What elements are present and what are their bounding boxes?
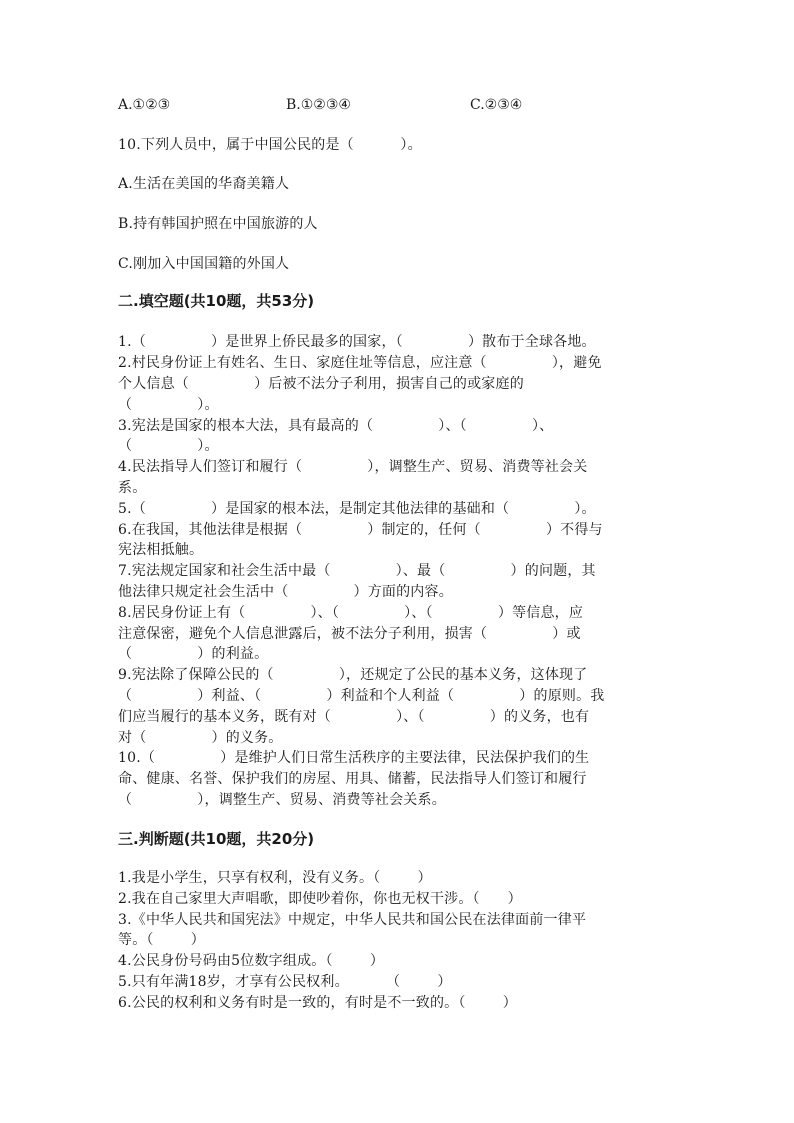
fill-line: 个人信息（ ）后被不法分子利用，损害自己的或家庭的 — [118, 376, 524, 392]
fill-line: 8.居民身份证上有（ ）、（ ）、（ ）等信息，应 — [118, 605, 584, 621]
fill-line: （ ），调整生产、贸易、消费等社会关系。 — [118, 792, 446, 808]
judge-line: 2.我在自己家里大声唱歌，即使吵着你，你也无权干涉。（ ） — [118, 891, 522, 907]
fill-line: 们应当履行的基本义务，既有对（ ）、（ ）的义务，也有 — [118, 709, 590, 725]
judge-line: 4.公民身份号码由5位数字组成。（ ） — [118, 953, 385, 969]
section2-heading: 二.填空题(共10题，共53分) — [118, 292, 315, 310]
fill-line: （ ）的利益。 — [118, 646, 269, 662]
fill-line: （ ）。 — [118, 397, 219, 413]
fill-line: 3.宪法是国家的根本大法，具有最高的（ ）、（ ）、 — [118, 418, 554, 434]
judge-line: 5.只有年满18岁，才享有公民权利。 （ ） — [118, 974, 452, 990]
fill-line: 4.民法指导人们签订和履行（ ），调整生产、贸易、消费等社会关 — [118, 459, 588, 475]
judge-line: 3.《中华人民共和国宪法》中规定，中华人民共和国公民在法律面前一律平 — [118, 912, 587, 928]
fill-line: 6.在我国，其他法律是根据（ ）制定的，任何（ ）不得与 — [118, 522, 603, 538]
q10-stem: 10.下列人员中，属于中国公民的是（ ）。 — [118, 137, 422, 153]
fill-line: 对（ ）的义务。 — [118, 730, 283, 746]
fill-line: 10.（ ）是维护人们日常生活秩序的主要法律，民法保护我们的生 — [118, 750, 590, 766]
fill-line: 注意保密，避免个人信息泄露后，被不法分子利用，损害（ ）或 — [118, 626, 581, 642]
judge-line: 等。（ ） — [118, 932, 206, 948]
fill-line: 他法律只规定社会生活中（ ）方面的内容。 — [118, 584, 453, 600]
judge-line: 1.我是小学生，只享有权利，没有义务。（ ） — [118, 870, 432, 886]
fill-line: 9.宪法除了保障公民的（ ），还规定了公民的基本义务，这体现了 — [118, 667, 588, 683]
fill-line: 宪法相抵触。 — [118, 542, 204, 558]
fill-line: （ ）利益、（ ）利益和个人利益（ ）的原则。我 — [118, 688, 605, 704]
fill-line: 2.村民身份证上有姓名、生日、家庭住址等信息，应注意（ ），避免 — [118, 355, 602, 371]
section3-heading: 三.判断题(共10题，共20分) — [118, 830, 315, 848]
q10-option-a: A.生活在美国的华裔美籍人 — [118, 176, 290, 192]
q10-option-c: C.刚加入中国国籍的外国人 — [118, 256, 290, 272]
q9-option-c: C.②③④ — [470, 97, 523, 113]
fill-line: 系。 — [118, 480, 147, 496]
fill-line: 7.宪法规定国家和社会生活中最（ ）、最（ ）的问题，其 — [118, 563, 596, 579]
q9-option-b: B.①②③④ — [286, 97, 351, 113]
q10-option-b: B.持有韩国护照在中国旅游的人 — [118, 216, 318, 232]
q9-option-a: A.①②③ — [118, 97, 171, 113]
fill-line: 5.（ ）是国家的根本法，是制定其他法律的基础和（ ）。 — [118, 501, 596, 517]
fill-line: 命、健康、名誉、保护我们的房屋、用具、储蓄，民法指导人们签订和履行 — [118, 771, 587, 787]
fill-line: 1.（ ）是世界上侨民最多的国家，（ ）散布于全球各地。 — [118, 334, 596, 350]
judge-line: 6.公民的权利和义务有时是一致的，有时是不一致的。（ ） — [118, 995, 517, 1011]
fill-line: （ ）。 — [118, 438, 219, 454]
